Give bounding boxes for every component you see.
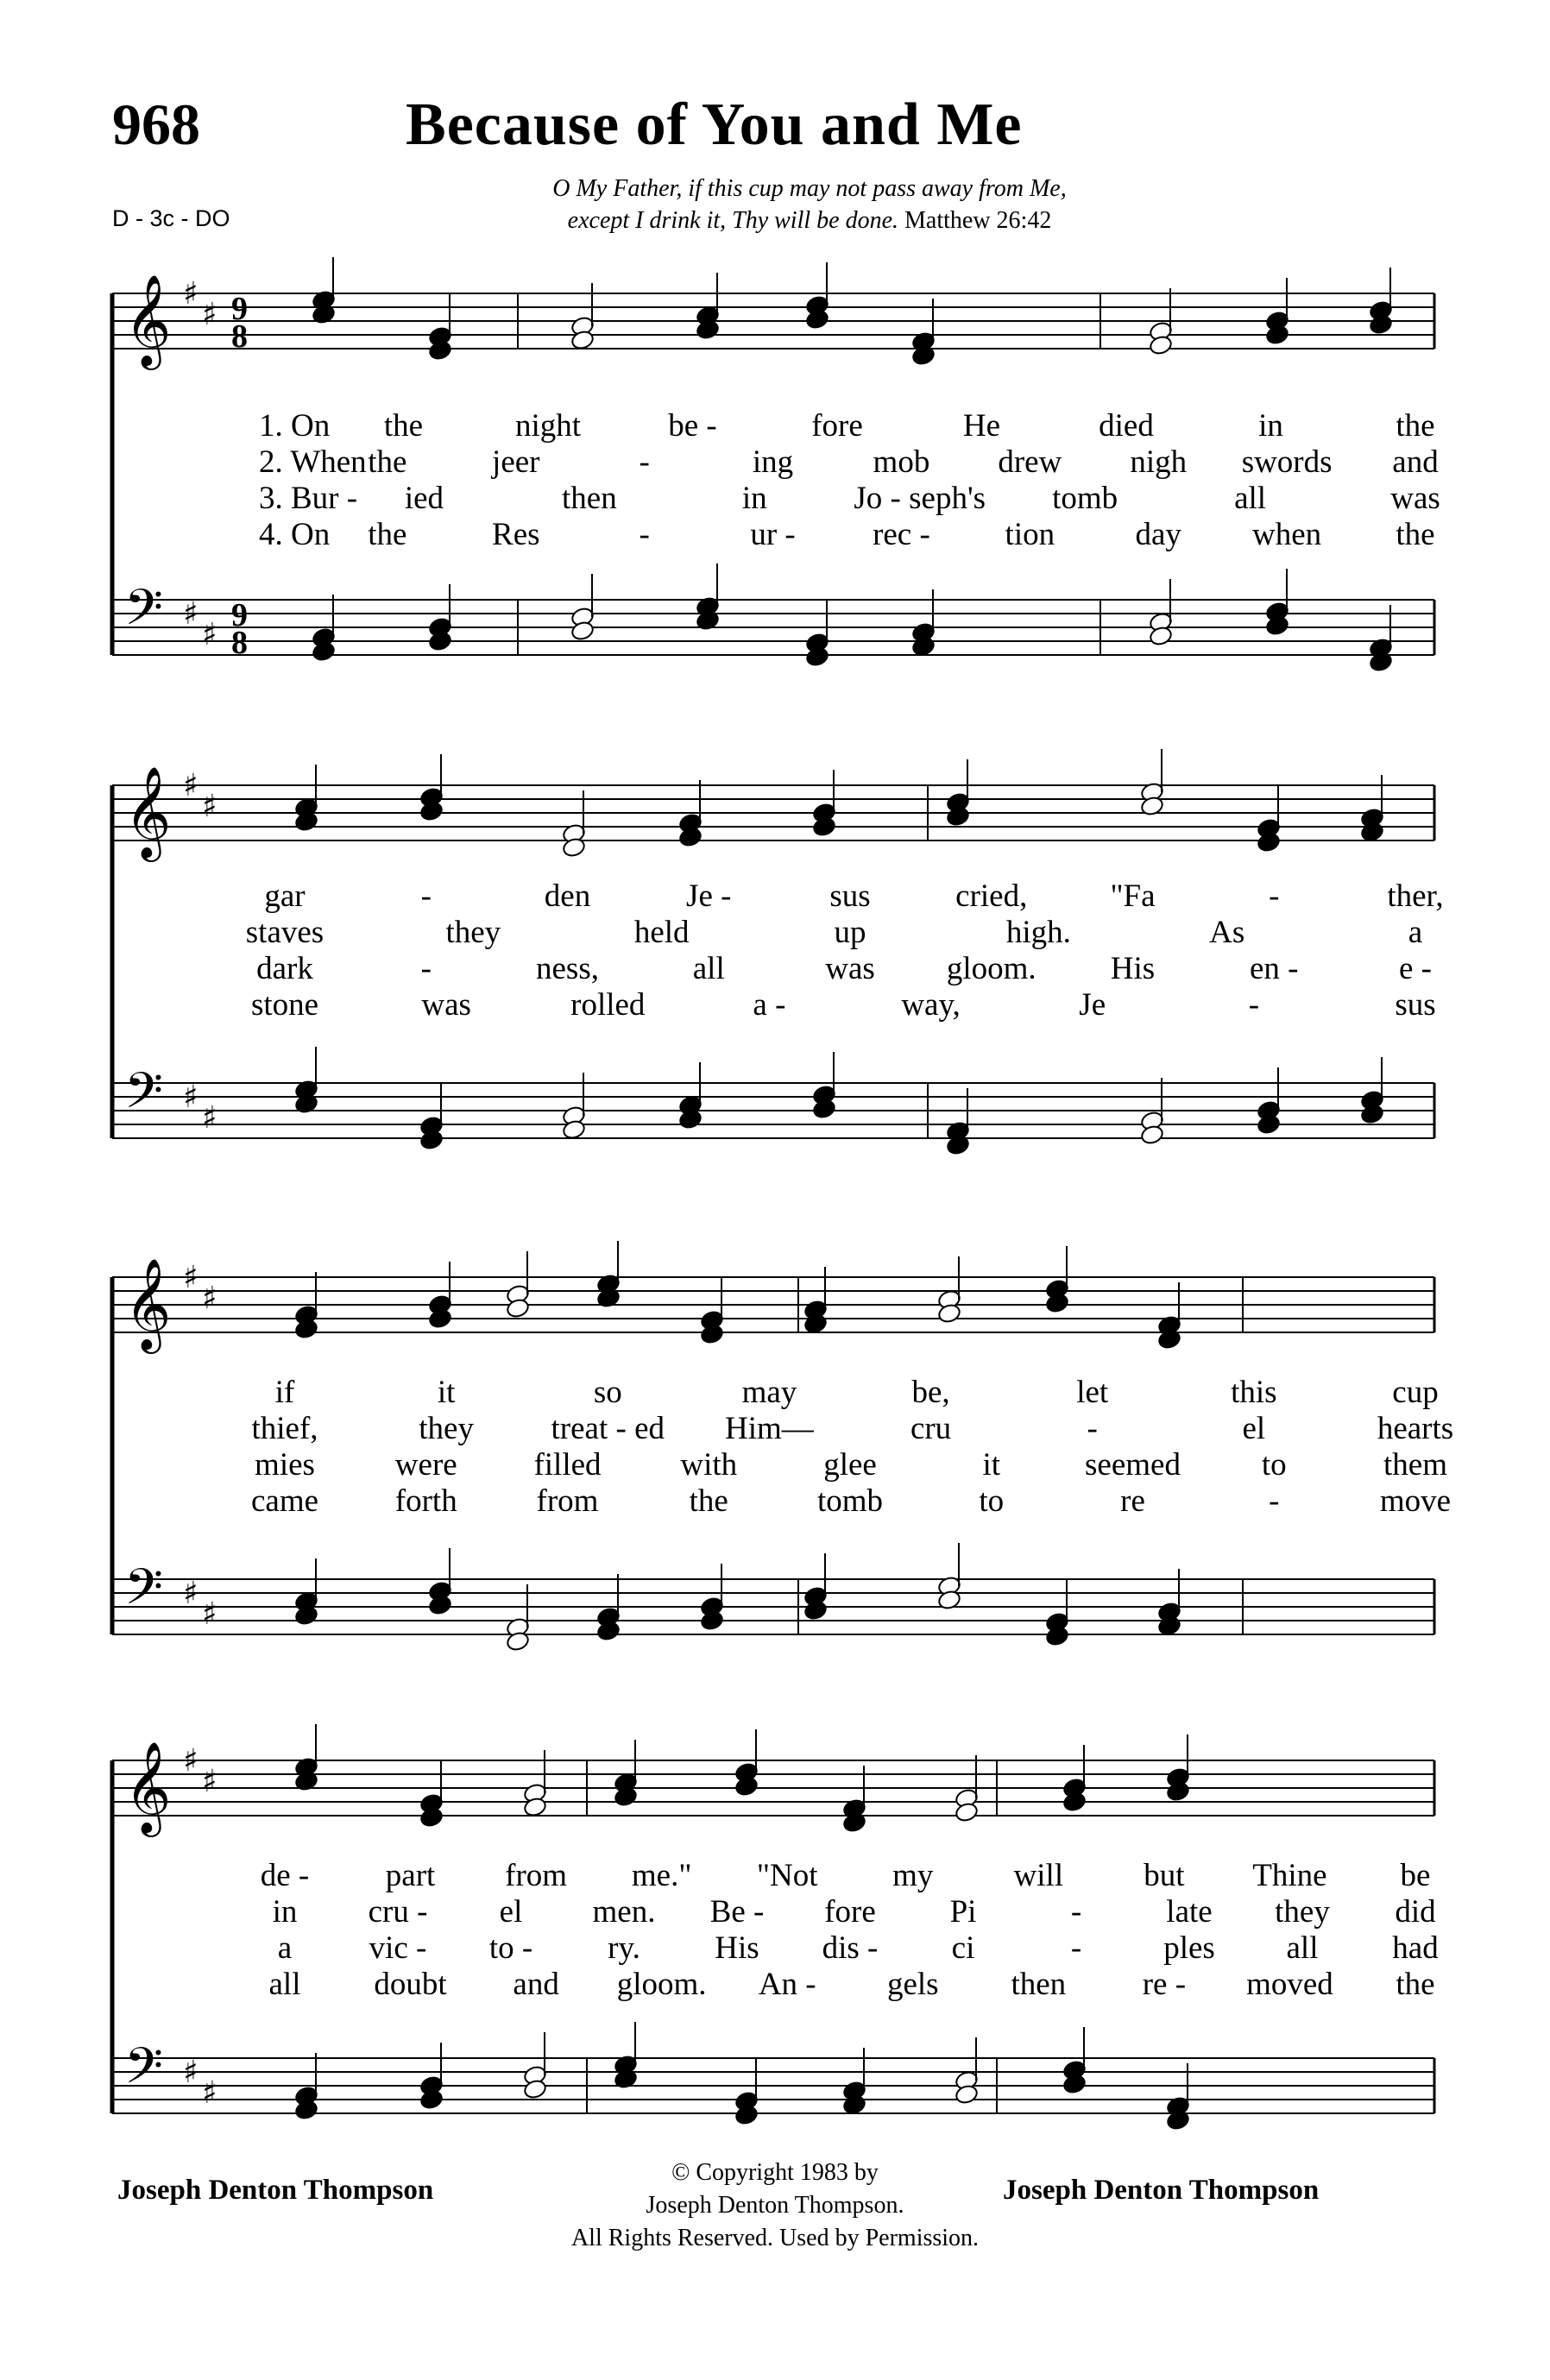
sharp-key-signature: ♯ — [183, 1260, 198, 1295]
lyric-syllable: the — [368, 444, 407, 480]
lyric-syllable: - — [639, 517, 650, 552]
lyric-syllable: nigh — [1130, 444, 1188, 480]
lyric-syllable: - — [639, 444, 650, 480]
lyric-syllable: fore — [811, 408, 863, 444]
treble-clef: 𝄞 — [124, 765, 172, 858]
lyric-syllable: night — [514, 408, 582, 444]
lyric-syllable: ples — [1163, 1930, 1215, 1966]
lyric-syllable: this — [1231, 1375, 1277, 1410]
lyric-syllable: in — [272, 1894, 298, 1930]
lyric-syllable: Je — [1079, 987, 1106, 1023]
lyric-syllable: tomb — [816, 1483, 884, 1519]
time-signature-digit: 9 — [231, 291, 248, 327]
lyric-syllable: jeer — [492, 444, 540, 480]
lyric-syllable: high. — [1005, 915, 1071, 950]
lyric-syllable: so — [593, 1375, 622, 1410]
lyric-syllable: 1. On — [259, 408, 331, 444]
lyric-syllable: forth — [394, 1483, 457, 1519]
sharp-key-signature: ♯ — [202, 789, 217, 824]
lyric-syllable: up — [834, 915, 866, 950]
sharp-key-signature: ♯ — [183, 2055, 198, 2090]
lyric-syllable: gloom. — [616, 1967, 707, 2002]
lyric-syllable: Res — [492, 517, 540, 552]
lyric-syllable: the — [1396, 517, 1435, 552]
lyric-syllable: swords — [1241, 444, 1333, 480]
lyric-syllable: in — [741, 481, 767, 516]
lyric-syllable: gloom. — [946, 951, 1036, 986]
lyric-syllable: "Fa — [1110, 878, 1156, 914]
lyric-syllable: Pi — [949, 1894, 977, 1930]
lyric-syllable: the — [383, 408, 424, 444]
lyric-syllable: all — [692, 951, 725, 986]
lyric-syllable: rolled — [570, 987, 646, 1023]
sharp-key-signature: ♯ — [202, 1764, 217, 1799]
lyric-syllable: died — [1099, 408, 1154, 444]
lyric-syllable: - — [1087, 1411, 1098, 1446]
lyric-syllable: den — [544, 878, 591, 914]
lyric-syllable: His — [715, 1930, 759, 1966]
lyric-syllable: tion — [1005, 517, 1055, 552]
lyric-syllable: the — [689, 1483, 728, 1519]
lyric-syllable: in — [1258, 408, 1283, 444]
lyric-syllable: the — [1396, 1967, 1435, 2002]
lyric-syllable: a - — [753, 987, 786, 1023]
lyric-syllable: doubt — [374, 1967, 447, 2002]
lyric-syllable: it — [982, 1447, 1001, 1483]
lyric-syllable: be - — [668, 408, 717, 444]
lyric-syllable: from — [536, 1483, 599, 1519]
hymn-title: Because of You and Me — [406, 91, 1023, 158]
lyric-syllable: re - — [1142, 1967, 1187, 2002]
lyric-syllable: men. — [592, 1894, 656, 1930]
lyric-syllable: re — [1120, 1483, 1145, 1519]
sharp-key-signature: ♯ — [202, 1100, 217, 1136]
treble-clef: 𝄞 — [124, 1741, 172, 1833]
lyric-syllable: - — [420, 951, 432, 986]
lyric-syllable: to — [1261, 1447, 1287, 1483]
lyric-syllable: did — [1395, 1894, 1436, 1930]
lyric-syllable: all — [1286, 1930, 1319, 1966]
lyric-syllable: be — [1400, 1858, 1431, 1893]
lyric-syllable: 2. When — [259, 444, 367, 480]
treble-staff-1 — [112, 274, 1434, 370]
lyric-syllable: e - — [1399, 951, 1432, 986]
lyric-syllable: they — [419, 1411, 474, 1446]
lyric-syllable: way, — [901, 987, 961, 1023]
lyric-syllable: cru — [910, 1411, 952, 1446]
lyric-syllable: thief, — [251, 1411, 318, 1446]
lyric-syllable: all — [268, 1967, 301, 2002]
sharp-key-signature: ♯ — [183, 596, 198, 632]
lyric-syllable: ied — [404, 481, 444, 516]
lyric-syllable: my — [892, 1858, 934, 1893]
lyric-syllable: cup — [1392, 1375, 1439, 1410]
lyric-syllable: ry. — [608, 1930, 640, 1966]
lyric-syllable: - — [1269, 1483, 1280, 1519]
lyric-syllable: ing — [752, 444, 794, 480]
lyric-syllable: - — [1070, 1894, 1082, 1930]
lyric-syllable: el — [499, 1894, 523, 1930]
lyric-syllable: were — [394, 1447, 457, 1483]
lyric-syllable: el — [1242, 1411, 1266, 1446]
lyric-syllable: filled — [533, 1447, 602, 1483]
time-signature-digit: 9 — [231, 597, 248, 633]
lyric-syllable: will — [1013, 1858, 1064, 1893]
bass-clef: 𝄢 — [124, 1558, 164, 1628]
lyric-syllable: ther, — [1387, 878, 1444, 914]
sharp-key-signature: ♯ — [202, 297, 217, 332]
lyric-syllable: them — [1383, 1447, 1447, 1483]
lyric-syllable: An - — [758, 1967, 816, 2002]
lyric-syllable: all — [1234, 481, 1267, 516]
lyric-syllable: - — [420, 878, 432, 914]
lyric-syllable: treat - ed — [551, 1411, 665, 1446]
time-signature-digit: 8 — [231, 625, 248, 661]
sharp-key-signature: ♯ — [202, 2075, 217, 2111]
sharp-key-signature: ♯ — [183, 1743, 198, 1779]
lyric-syllable: Be - — [709, 1894, 765, 1930]
lyric-syllable: ness, — [536, 951, 599, 986]
lyric-syllable: Je - — [686, 878, 732, 914]
lyric-syllable: with — [680, 1447, 738, 1483]
lyric-syllable: then — [562, 481, 617, 516]
lyric-syllable: part — [385, 1858, 436, 1893]
lyric-syllable: cried, — [955, 878, 1028, 914]
copyright-line-2: Joseph Denton Thompson. — [646, 2192, 904, 2219]
lyric-syllable: sus — [1395, 987, 1436, 1023]
sharp-key-signature: ♯ — [183, 276, 198, 312]
lyric-syllable: moved — [1246, 1967, 1333, 2002]
lyric-syllable: if — [274, 1375, 295, 1410]
lyric-syllable: gar — [264, 878, 306, 914]
lyric-syllable: de - — [260, 1858, 310, 1893]
lyric-syllable: they — [1275, 1894, 1330, 1930]
sharp-key-signature: ♯ — [202, 1281, 217, 1316]
lyric-syllable: "Not — [756, 1858, 818, 1893]
lyric-syllable: en - — [1250, 951, 1299, 986]
lyric-syllable: hearts — [1377, 1411, 1454, 1446]
sharp-key-signature: ♯ — [183, 768, 198, 803]
lyric-syllable: be, — [911, 1375, 950, 1410]
treble-clef: 𝄞 — [124, 1257, 172, 1350]
lyric-syllable: mies — [255, 1447, 315, 1483]
lyric-syllable: Jo - seph's — [854, 481, 986, 516]
sharp-key-signature: ♯ — [183, 1576, 198, 1611]
lyric-syllable: ci — [951, 1930, 975, 1966]
epigraph-text: except I drink it, Thy will be done. — [567, 207, 899, 234]
lyric-syllable: a — [1408, 915, 1423, 950]
lyric-syllable: me." — [631, 1858, 692, 1893]
lyric-syllable: then — [1011, 1967, 1067, 2002]
lyric-syllable: - — [1248, 987, 1260, 1023]
lyric-syllable: His — [1110, 951, 1156, 986]
copyright-line-1: © Copyright 1983 by — [671, 2159, 879, 2186]
lyric-syllable: let — [1076, 1375, 1109, 1410]
lyric-syllable: ur - — [750, 517, 796, 552]
treble-staff-3 — [112, 1257, 1434, 1354]
lyric-syllable: gels — [886, 1967, 939, 2002]
hymn-number: 968 — [112, 91, 200, 157]
lyric-syllable: but — [1144, 1858, 1185, 1893]
lyric-syllable: fore — [824, 1894, 876, 1930]
lyric-syllable: it — [437, 1375, 456, 1410]
lyric-syllable: from — [505, 1858, 568, 1893]
lyric-syllable: was — [1390, 481, 1440, 516]
lyric-syllable: move — [1379, 1483, 1452, 1519]
lyric-syllable: 3. Bur - — [259, 481, 358, 516]
lyric-syllable: to - — [488, 1930, 533, 1966]
lyric-syllable: mob — [873, 444, 930, 480]
epigraph-reference: Matthew 26:42 — [904, 207, 1052, 234]
lyric-syllable: glee — [823, 1447, 877, 1483]
lyric-syllable: staves — [245, 915, 324, 950]
sharp-key-signature: ♯ — [183, 1080, 198, 1115]
lyric-syllable: held — [633, 915, 690, 950]
lyric-syllable: the — [368, 517, 407, 552]
lyric-syllable: rec - — [873, 517, 930, 552]
lyric-syllable: had — [1392, 1930, 1439, 1966]
lyric-syllable: may — [741, 1375, 797, 1410]
lyric-syllable: a — [277, 1930, 293, 1966]
lyric-syllable: seemed — [1085, 1447, 1181, 1483]
lyric-syllable: when — [1252, 517, 1322, 552]
lyric-syllable: sus — [829, 878, 871, 914]
treble-staff-4 — [112, 1741, 1434, 1837]
lyric-syllable: dark — [256, 951, 313, 986]
lyric-syllable: drew — [998, 444, 1062, 480]
lyric-syllable: - — [1269, 878, 1280, 914]
bass-clef: 𝄢 — [124, 578, 164, 649]
lyric-syllable: was — [825, 951, 875, 986]
sharp-key-signature: ♯ — [202, 1596, 217, 1632]
lyric-syllable: - — [1070, 1930, 1082, 1966]
bass-clef: 𝄢 — [124, 2037, 164, 2107]
lyric-syllable: and — [1392, 444, 1439, 480]
lyric-syllable: the — [1396, 408, 1435, 444]
lyric-syllable: Him— — [725, 1411, 814, 1446]
lyric-syllable: was — [421, 987, 471, 1023]
treble-clef: 𝄞 — [124, 274, 172, 366]
lyric-syllable: stone — [250, 987, 319, 1023]
lyric-syllable: and — [513, 1967, 559, 2002]
lyric-syllable: As — [1209, 915, 1245, 950]
lyric-syllable: they — [445, 915, 501, 950]
lyric-syllable: day — [1135, 517, 1181, 552]
bass-clef: 𝄢 — [124, 1061, 164, 1132]
lyric-syllable: late — [1166, 1894, 1213, 1930]
lyric-syllable: vic - — [369, 1930, 427, 1966]
lyric-syllable: 4. On — [259, 517, 331, 552]
tune-code: D - 3c - DO — [112, 205, 230, 231]
copyright-line-3: All Rights Reserved. Used by Permission. — [570, 2225, 980, 2251]
lyric-syllable: cru - — [368, 1894, 428, 1930]
words-credit: Joseph Denton Thompson — [117, 2175, 434, 2206]
bass-staff-1 — [112, 578, 1434, 661]
epigraph-line-1: O My Father, if this cup may not pass away from Me, — [552, 175, 1067, 202]
lyric-syllable: tomb — [1052, 481, 1118, 516]
lyric-syllable: dis - — [822, 1930, 879, 1966]
lyric-syllable: He — [962, 408, 1001, 444]
music-credit: Joseph Denton Thompson — [1003, 2175, 1320, 2206]
lyric-syllable: Thine — [1252, 1858, 1327, 1893]
time-signature-digit: 8 — [231, 318, 248, 355]
sharp-key-signature: ♯ — [202, 617, 217, 652]
lyric-syllable: to — [979, 1483, 1005, 1519]
lyric-syllable: came — [250, 1483, 319, 1519]
